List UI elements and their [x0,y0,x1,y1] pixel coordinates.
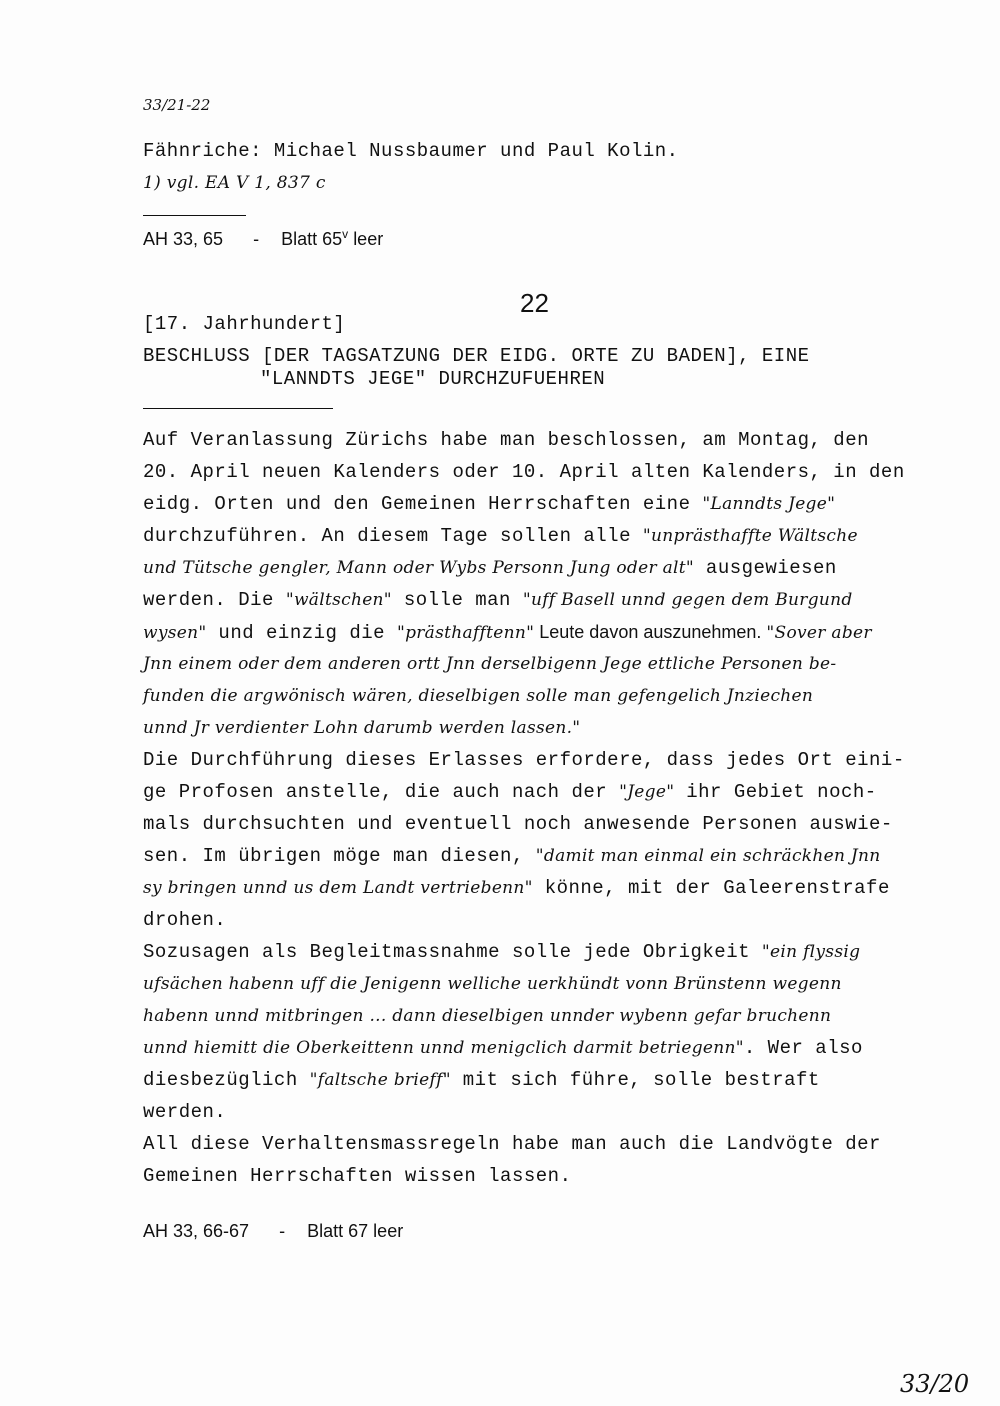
body-text: Gemeinen Herrschaften wissen lassen. [143,1165,572,1187]
body-text: mals durchsuchten und eventuell noch anwesende Personen auswie- [143,813,893,835]
quoted-source-text: "damit man einmal ein schräckhen Jnn [535,846,881,866]
body-line [143,648,933,680]
body-text: ausgewiesen [694,557,837,579]
body-line [143,904,933,936]
body-text: sen. Im übrigen möge man diesen, [143,845,536,867]
body-text: . Wer also [743,1037,863,1059]
body-text: ihr Gebiet noch- [674,781,877,803]
quoted-source-text: "ein flyssig [761,942,861,962]
body-text: eidg. Orten und den Gemeinen Herrschaften eine [143,493,703,515]
body-text: ge Profosen anstelle, die auch nach der [143,781,620,803]
quoted-source-text: funden die argwönisch wären, dieselbigen solle man gefengelich Jnziechen [143,686,814,706]
source-dash: - [279,1221,286,1241]
body-line [143,1096,933,1128]
body-line [143,520,933,552]
source-reference [143,1221,403,1242]
body-line [143,840,933,872]
quoted-source-text: habenn unnd mitbringen ... dann dieselbigen unnder wybenn gefar bruchenn [143,1006,832,1026]
quoted-source-text: unnd Jr verdienter Lohn darumb werden lassen." [143,718,581,738]
body-line [143,712,933,744]
blatt-superscript: v [342,227,349,241]
body-text: Sozusagen als Begleitmassnahme solle jede Obrigkeit [143,941,762,963]
entry-date: [17. Jahrhundert] [143,313,346,335]
body-text: mit sich führe, solle bestraft [450,1069,820,1091]
body-line [143,1160,933,1192]
entry-body [143,424,933,1192]
body-text: Auf Veranlassung Zürichs habe man beschlossen, am Montag, den [143,429,870,451]
quoted-source-text: Jnn einem oder dem anderen ortt Jnn derselbigenn Jege ettliche Personen be- [143,654,837,674]
quoted-source-text: "Jege" [619,782,675,802]
quoted-source-text: sy bringen unnd us dem Landt vertriebenn" [143,878,533,898]
body-line [143,456,933,488]
body-text: Die Durchführung dieses Erlasses erfordere, dass jedes Ort eini- [143,749,905,771]
top-reference: 33/21-22 [143,96,211,114]
body-text: und einzig die [206,622,397,644]
quoted-source-text: "wältschen" [285,590,392,610]
body-line [143,616,933,648]
entry-number: 22 [520,288,549,318]
quoted-source-text: wysen" [143,623,207,643]
quoted-source-text: und Tütsche gengler, Mann oder Wybs Personn Jung oder alt" [143,558,695,578]
handwritten-page-number: 33/20 [900,1370,970,1398]
title-divider [143,408,333,409]
body-text: 20. April neuen Kalenders oder 10. April alten Kalenders, in den [143,461,905,483]
body-line [143,1128,933,1160]
body-line [143,936,933,968]
quoted-source-text: "uff Basell unnd gegen dem Burgund [522,590,853,610]
body-line [143,552,933,584]
body-line [143,1064,933,1096]
flag-bearers-line: Fähnriche: Michael Nussbaumer und Paul Kolin. [143,140,679,162]
source-reference-prev [143,227,383,250]
quoted-source-text: "prästhafftenn" [396,623,535,643]
body-line [143,1032,933,1064]
quoted-source-text: ufsächen habenn uff die Jenigenn welliche uerkhündt vonn Brünstenn wegenn [143,974,842,994]
blatt-leer: leer [353,229,384,249]
blatt-label: Blatt 65 [281,229,343,249]
body-line [143,968,933,1000]
body-line [143,808,933,840]
body-line [143,424,933,456]
body-text: Leute davon auszunehmen. [534,622,767,642]
body-line [143,872,933,904]
body-line [143,776,933,808]
source-ref: AH 33, 66-67 [143,1221,250,1241]
body-line [143,584,933,616]
body-text: solle man [391,589,523,611]
body-line [143,680,933,712]
body-text: werden. [143,1101,227,1123]
entry-title-line2: "LANNDTS JEGE" DURCHZUFUEHREN [260,368,606,390]
blatt-label: Blatt 67 leer [307,1221,404,1241]
entry-title-line1: BESCHLUSS [DER TAGSATZUNG DER EIDG. ORTE ZU BADEN], EINE [143,345,810,367]
body-line [143,744,933,776]
body-text: All diese Verhaltensmassregeln habe man auch die Landvögte der [143,1133,881,1155]
body-text: drohen. [143,909,227,931]
body-text: durchzuführen. An diesem Tage sollen alle [143,525,643,547]
footnote: 1) vgl. EA V 1, 837 c [143,173,326,193]
source-ref: AH 33, 65 [143,229,224,249]
quoted-source-text: unnd hiemitt die Oberkeittenn unnd menigclich darmit betriegenn" [143,1038,744,1058]
quoted-source-text: "Lanndts Jege" [702,494,836,514]
body-text: könne, mit der Galeerenstrafe [532,877,890,899]
body-line [143,1000,933,1032]
quoted-source-text: "faltsche brieff" [309,1070,451,1090]
body-line [143,488,933,520]
source-dash: - [253,229,260,249]
body-text: diesbezüglich [143,1069,310,1091]
short-divider [143,215,246,216]
quoted-source-text: "unprästhaffte Wältsche [642,526,858,546]
body-text: werden. Die [143,589,286,611]
quoted-source-text: "Sover aber [766,623,872,643]
